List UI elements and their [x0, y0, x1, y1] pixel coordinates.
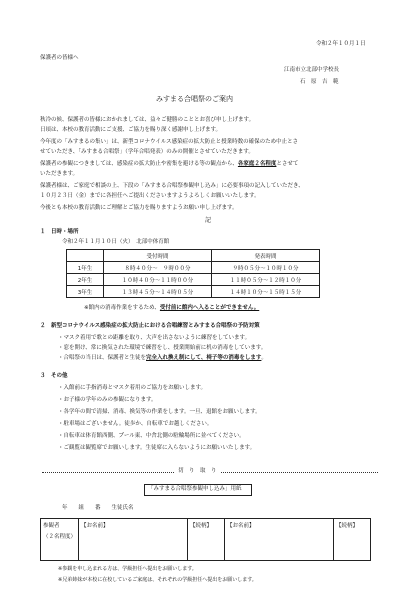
- cut-label: 切 り 取 り: [174, 469, 221, 475]
- attendee-count-note: （２名程度）: [43, 534, 77, 540]
- ki-mark: 記: [205, 217, 212, 224]
- section-2-heading: ２ 新型コロナウイルス感染症の拡大防止における合唱練習とみすまる合唱祭の予防対策: [40, 323, 260, 329]
- section-2-item: ・窓を開け、常に換気された環境で練習をし、授業開始前に机の消毒をしています。: [58, 345, 267, 351]
- issue-date: 令和２年１０月１日: [316, 41, 366, 47]
- section-3-item: ・お子様の学年のみの参観になります。: [58, 397, 157, 403]
- table-cell: 2年生: [67, 274, 104, 286]
- table-cell: １３時４５分～１４時０５分: [104, 286, 212, 298]
- document-title: みすまる合唱祭のご案内: [156, 95, 233, 103]
- attendee-label: 参観者: [43, 523, 60, 529]
- table-row: [67, 262, 320, 274]
- student-info-line: 年 組 番 生徒氏名: [62, 505, 134, 511]
- form-note: ※兄弟姉妹が本校に在校しているご家庭は、それぞれの学級担任へ提出をお願いします。: [58, 577, 257, 583]
- table-header-row: [67, 250, 320, 262]
- body-line-5: [40, 162, 298, 168]
- body-line-2: 日頃は、本校の教育活動にご支援、ご協力を賜り深く感謝申し上げます。: [40, 127, 222, 133]
- section-3-item: ・駐車場はございません。徒歩か、自転車でお越しください。: [58, 421, 213, 427]
- section-2-item-tail: 。: [261, 355, 267, 361]
- section-2-item: [58, 356, 267, 362]
- section-2-item: ・マスク着用で歌との距離を取り、大声を出さないように練習をしています。: [58, 335, 251, 341]
- table-cell: １０時４０分～１１時００分: [104, 274, 212, 286]
- family-limit: 各家庭２名程度: [237, 161, 277, 167]
- section-3-item: ・各学年の間で清掃、消毒、換気等の作業をします。一旦、退館をお願いします。: [58, 409, 261, 415]
- body-line-1: 秋冷の候、保護者の皆様におかれましては、益々ご健勝のこととお喜び申し上げます。: [40, 117, 255, 123]
- section-2-emphasis: 完全入れ換え制にして、椅子等の消毒をします: [146, 355, 262, 361]
- schedule-note-emphasis: 受付前に館内へ入ることができません。: [159, 305, 260, 311]
- principal-name: 石 原 吉 範: [300, 79, 339, 85]
- relation-field-1[interactable]: 【続柄】: [188, 519, 225, 561]
- table-cell: １４時１０分～１５時１５分: [212, 286, 320, 298]
- schedule-note: [84, 306, 259, 312]
- table-row: [67, 286, 320, 298]
- schedule-table: [66, 249, 320, 298]
- form-row: [41, 519, 371, 561]
- section-2-item-text: ・合唱祭の当日は、保護者と生徒を: [58, 355, 147, 361]
- body-line-7: 保護者様は、ご家庭で相談の上、下段の「みすまる合唱祭参観申し込み」に必要事項の記入していただき、: [40, 183, 304, 189]
- table-cell: 3年生: [67, 286, 104, 298]
- body-line-3: 今年度の「みすまるの集い」は、新型コロナウイルス感染症の拡大防止と授業時数の確保のため中止とさ: [40, 139, 299, 145]
- body-line-5-tail: とさせて: [276, 161, 299, 167]
- table-cell: ９時０５分～１０時１０分: [212, 262, 320, 274]
- body-line-6: いただきます。: [40, 171, 79, 177]
- section-3-heading: ３ その他: [40, 373, 68, 379]
- relation-field-2[interactable]: 【続柄】: [334, 519, 371, 561]
- section-3-item: ・入館前に手指消毒とマスク着用のご協力をお願いします。: [58, 385, 207, 391]
- attendee-label-cell: [41, 519, 79, 561]
- application-form-table: [40, 518, 371, 561]
- name-field-1[interactable]: 【お名前】: [79, 519, 188, 561]
- table-header-cell: 受付時間: [104, 250, 212, 262]
- body-line-8: １０月２３日（金）までに各担任へご提出くださいますようよろしくお願いいたします。: [40, 193, 260, 199]
- body-line-9: 今後とも本校の教育活動にご理解とご協力を賜りますようお願い申し上げます。: [40, 205, 238, 211]
- table-row: [67, 274, 320, 286]
- table-header-cell: [67, 250, 104, 262]
- name-field-2[interactable]: 【お名前】: [225, 519, 334, 561]
- table-header-cell: 発表時間: [212, 250, 320, 262]
- section-3-item: ・自転車は体育館西側、プール東、中舎北側の駐輪場所に並べてください。: [58, 433, 245, 439]
- table-cell: ８時４０分～ ９時００分: [104, 262, 212, 274]
- body-line-4: せていただき、「みすまる合唱祭」（学年合唱発表）のみの開催とさせていただきます。: [40, 149, 254, 155]
- school-name: 江南市立北部中学校長: [284, 67, 340, 73]
- table-cell: 1年生: [67, 262, 104, 274]
- event-date-place: 令和２年１１月１０日（火） 北部中体育館: [62, 239, 170, 245]
- form-title: 「みすまる合唱祭参観申し込み」用紙: [148, 486, 242, 492]
- table-cell: １１時０５分～１２時１０分: [212, 274, 320, 286]
- form-note: ※参観を申し込まれる方は、学級担任へ提出をお願いします。: [58, 566, 197, 572]
- section-3-item: ・ご観覧は観覧席でお願いします。生徒席に入らないようにお願いいたします。: [58, 445, 256, 451]
- section-1-heading: １ 日時・場所: [40, 229, 79, 235]
- recipient: 保護者の皆様へ: [40, 55, 79, 61]
- schedule-note-text: ※館内の消毒作業をするため、: [84, 305, 160, 311]
- body-line-5-text: 保護者の参観につきましては、感染症の拡大防止や密集を避ける等の観点から、: [40, 161, 238, 167]
